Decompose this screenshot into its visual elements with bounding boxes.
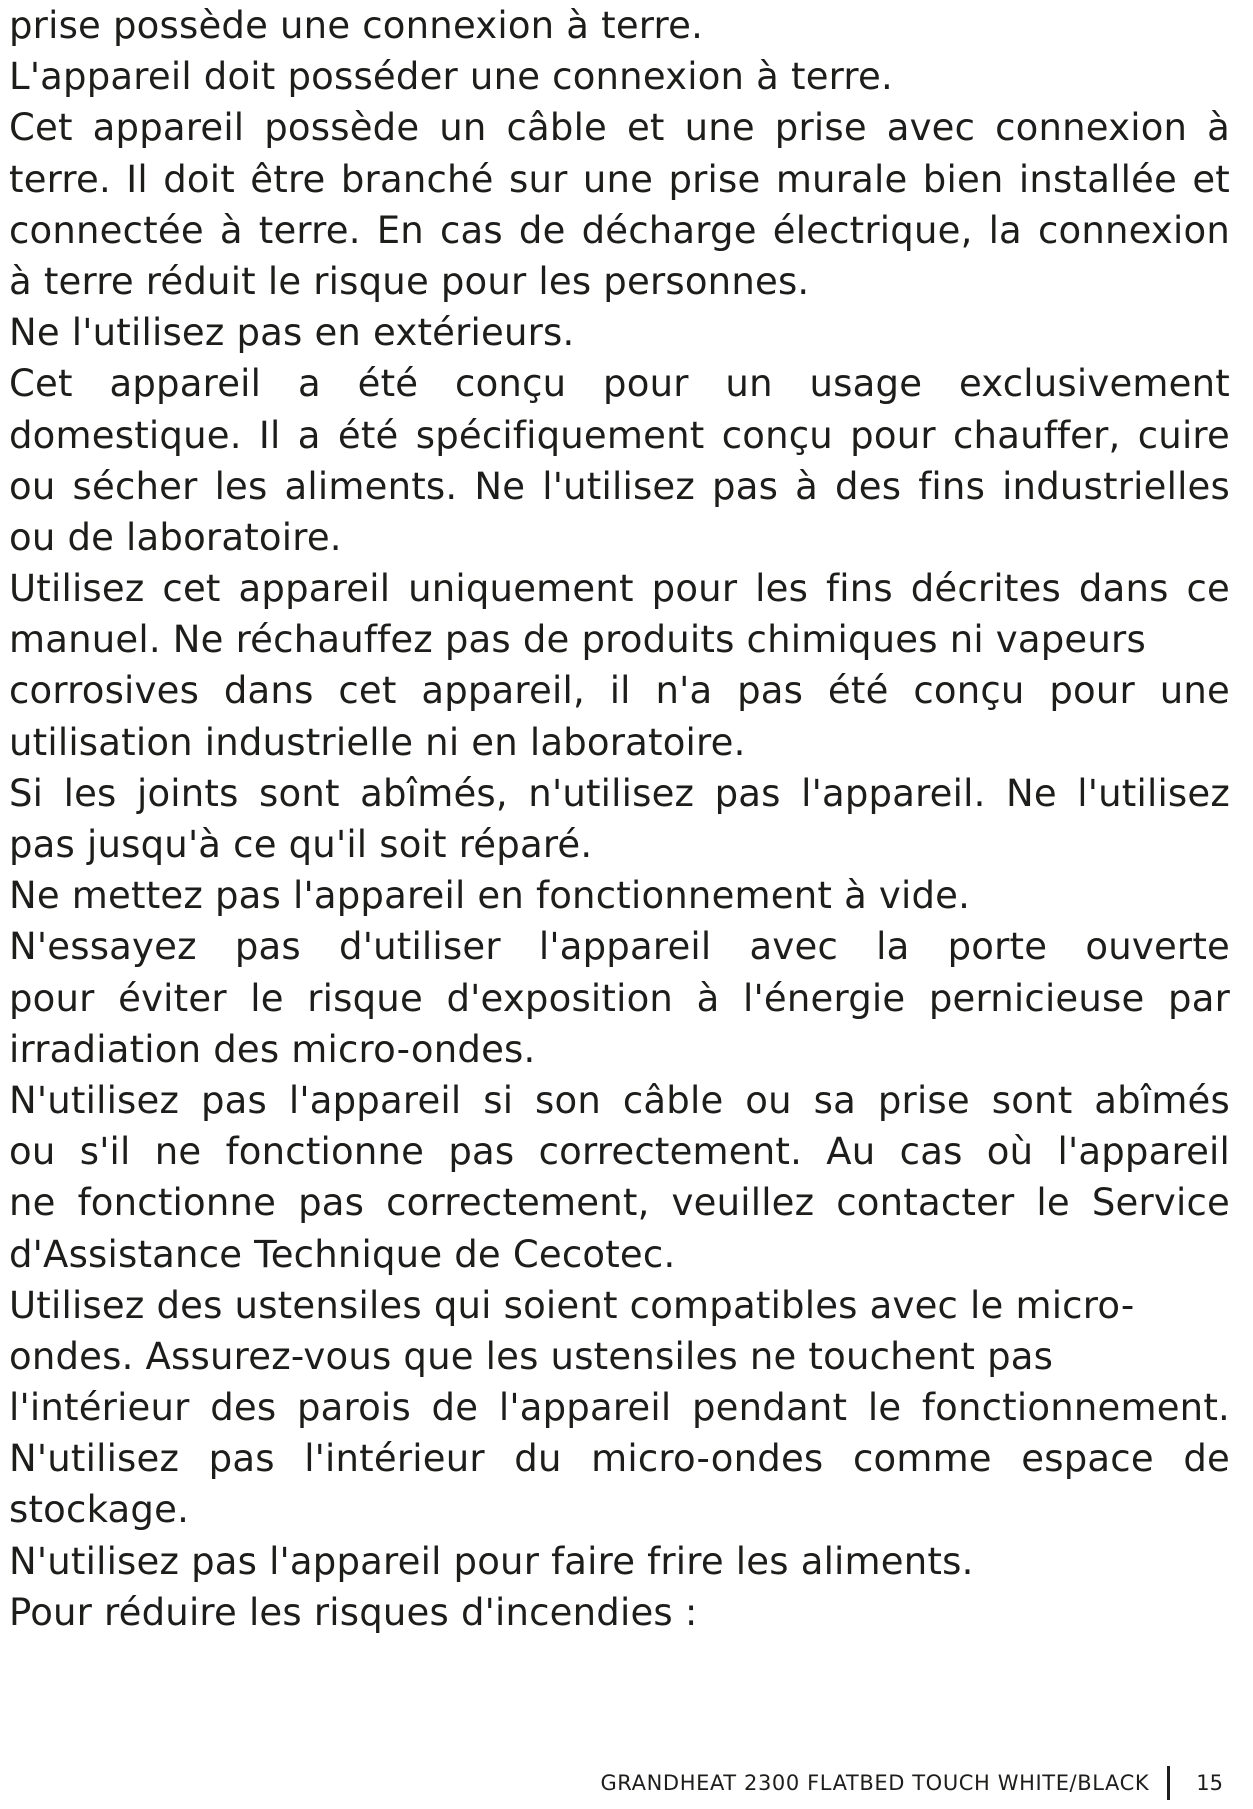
text-line: pour éviter le risque d'exposition à l'énergie pernicieuse par: [9, 976, 1230, 1020]
text-line: Cet appareil a été conçu pour un usage exclusivement: [9, 362, 1230, 406]
text-line: prise possède une connexion à terre.: [9, 4, 704, 47]
text-line: Ne mettez pas l'appareil en fonctionnement à vide.: [9, 874, 971, 918]
text-line: manuel. Ne réchauffez pas de produits chimiques ni vapeurs: [9, 618, 1146, 662]
text-line: ou sécher les aliments. Ne l'utilisez pas à des fins industrielles: [9, 464, 1230, 508]
text-line: ondes. Assurez-vous que les ustensiles ne touchent pas: [9, 1334, 1054, 1378]
text-line: ou de laboratoire.: [9, 515, 342, 559]
text-line: N'utilisez pas l'appareil si son câble ou sa prise sont abîmés: [9, 1078, 1230, 1122]
text-line: ne fonctionne pas correctement, veuillez contacter le Service: [9, 1181, 1230, 1225]
text-line: l'intérieur des parois de l'appareil pendant le fonctionnement.: [9, 1386, 1230, 1430]
text-line: ou s'il ne fonctionne pas correctement. Au cas où l'appareil: [9, 1130, 1230, 1174]
text-line: L'appareil doit posséder une connexion à terre.: [9, 55, 893, 99]
text-line: Utilisez cet appareil uniquement pour les fins décrites dans ce: [9, 567, 1230, 611]
manual-body-text: [9, 0, 1230, 1638]
text-line: à terre réduit le risque pour les personnes.: [9, 259, 810, 303]
text-line: irradiation des micro-ondes.: [9, 1027, 536, 1071]
text-line: connectée à terre. En cas de décharge électrique, la connexion: [9, 208, 1230, 252]
text-line: N'utilisez pas l'intérieur du micro-ondes comme espace de: [9, 1437, 1230, 1481]
text-line: pas jusqu'à ce qu'il soit réparé.: [9, 823, 593, 866]
text-line: Si les joints sont abîmés, n'utilisez pas l'appareil. Ne l'utilisez: [9, 771, 1230, 815]
footer-divider: [1167, 1766, 1170, 1800]
page-number: 15: [1196, 1771, 1223, 1795]
text-line: stockage.: [9, 1488, 190, 1532]
text-line: Cet appareil possède un câble et une prise avec connexion à: [9, 106, 1230, 150]
page-footer: [600, 1765, 1223, 1801]
footer-model-name: GRANDHEAT 2300 FLATBED TOUCH WHITE/BLACK: [600, 1771, 1150, 1795]
text-line: Utilisez des ustensiles qui soient compatibles avec le micro-: [9, 1283, 1135, 1327]
text-line: N'essayez pas d'utiliser l'appareil avec la porte ouverte: [9, 925, 1230, 969]
text-line: Pour réduire les risques d'incendies :: [9, 1590, 698, 1634]
text-line: terre. Il doit être branché sur une prise murale bien installée et: [9, 157, 1230, 201]
text-line: N'utilisez pas l'appareil pour faire frire les aliments.: [9, 1539, 974, 1583]
text-line: Ne l'utilisez pas en extérieurs.: [9, 311, 575, 355]
text-line: corrosives dans cet appareil, il n'a pas été conçu pour une: [9, 669, 1230, 713]
text-line: domestique. Il a été spécifiquement conçu pour chauffer, cuire: [9, 413, 1230, 457]
text-line: utilisation industrielle ni en laboratoire.: [9, 720, 746, 764]
text-line: d'Assistance Technique de Cecotec.: [9, 1232, 676, 1276]
